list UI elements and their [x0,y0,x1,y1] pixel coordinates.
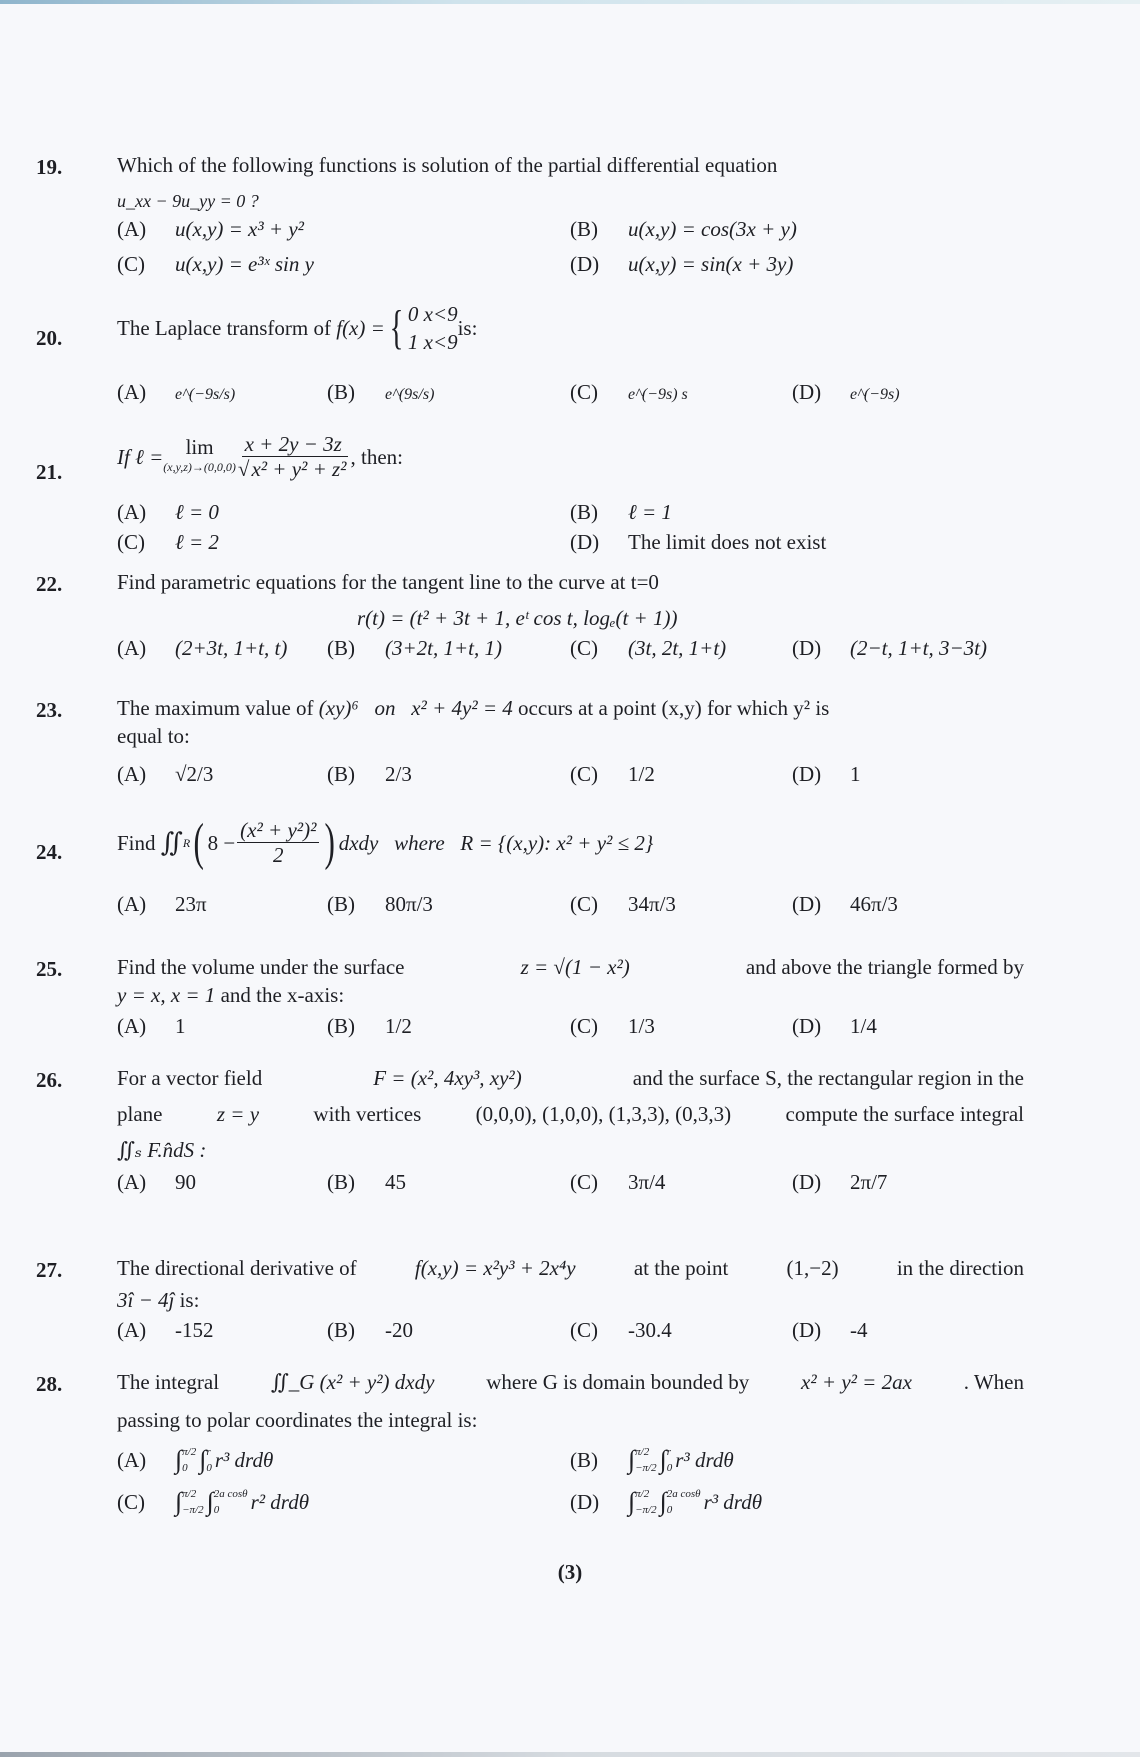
option-c[interactable]: (C) e^(−9s) s [570,380,688,404]
option-a[interactable]: (A) 23π [117,892,207,916]
option-a[interactable]: (A) u(x,y) = x³ + y² [117,217,304,241]
piecewise-cases: 0 x<9 1 x<9 [407,302,458,354]
fraction: $\frac{x + 2y - 3z}{\text{√x² + y² + z²}}$ [237,432,347,481]
option-d[interactable]: (D) -4 [792,1318,868,1342]
option-c[interactable]: (C) ∫ π/2 −π/2 ∫ 2a cosθ 0 r² drdθ [117,1487,310,1516]
option-d[interactable]: (D) e^(−9s) [792,380,900,404]
option-a[interactable]: (A) (2+3t, 1+t, t) [117,636,288,660]
question-text: Find ∬ R ( 8 − $\frac{\text{(x² + y²)²}}{2}$ ) dxdy where R = {(x,y): x² + y² ≤ 2} [117,813,654,871]
option-b[interactable]: (B) 80π/3 [327,892,433,916]
option-c[interactable]: (C) 3π/4 [570,1170,666,1194]
option-a[interactable]: (A) e^(−9s/s) [117,380,236,404]
scan-bottom-edge [0,1752,1140,1757]
question-number: 20. [36,326,63,350]
question-number: 22. [36,572,63,596]
question-number: 25. [36,957,63,981]
question-text: The Laplace transform of f(x) = { 0 x<9 1 x<9 is: [117,301,478,354]
option-c[interactable]: (C) 34π/3 [570,892,676,916]
option-a[interactable]: (A) 1 [117,1014,186,1038]
limit: lim (x,y,z)→(0,0,0) [163,434,236,474]
option-b[interactable]: (B) 1/2 [327,1014,412,1038]
option-c[interactable]: (C) u(x,y) = e³ˣ sin y [117,252,314,276]
pde-equation: u_xx − 9u_yy = 0 ? [117,191,259,211]
question-number: 21. [36,460,63,484]
option-a[interactable]: (A) 90 [117,1170,196,1194]
integral-icon: ∫ [175,1487,183,1516]
question-text: If ℓ = lim (x,y,z)→(0,0,0) $\frac{x + 2y - 3z}{\text{√x² + y² + z²}}$ , then: [117,432,403,481]
left-paren: ( [193,813,205,871]
option-c[interactable]: (C) 1/3 [570,1014,655,1038]
option-c[interactable]: (C) ℓ = 2 [117,530,219,554]
right-paren: ) [324,813,336,871]
question-number: 24. [36,840,63,864]
integral-icon: ∫ [659,1487,667,1516]
option-b[interactable]: (B) ℓ = 1 [570,500,672,524]
page-number: (3) [557,1560,583,1584]
option-a[interactable]: (A) -152 [117,1318,214,1342]
integral-icon: ∫ [628,1487,636,1516]
question-text: The maximum value of (xy)⁶ on x² + 4y² = 4 occurs at a point (x,y) for which y² is equal to: [117,696,830,748]
option-b[interactable]: (B) ∫ π/2 −π/2 ∫ r 0 r³ drdθ [570,1445,734,1474]
integral-icon: ∫ [628,1445,636,1474]
fraction: $\frac{\text{(x² + y²)²}}{2}$ [237,818,319,867]
option-c[interactable]: (C) -30.4 [570,1318,672,1342]
question-text: Find the volume under the surface z = √(1 − x²) and above the triangle formed by y = x, x = 1 and the x-axis: [117,955,1024,1007]
option-b[interactable]: (B) (3+2t, 1+t, 1) [327,636,502,660]
option-a[interactable]: (A) ∫ π/2 0 ∫ r 0 r³ drdθ [117,1445,274,1474]
question-number: 19. [36,155,63,179]
option-d[interactable]: (D) ∫ π/2 −π/2 ∫ 2a cosθ 0 r³ drdθ [570,1487,763,1516]
question-text: The directional derivative of f(x,y) = x²y³ + 2x⁴y at the point (1,−2) in the direction 3î − 4ĵ is: [117,1256,1024,1312]
option-d[interactable]: (D) (2−t, 1+t, 3−3t) [792,636,988,660]
option-b[interactable]: (B) 45 [327,1170,406,1194]
option-a[interactable]: (A) √2/3 [117,762,214,786]
question-number: 27. [36,1258,63,1282]
option-b[interactable]: (B) e^(9s/s) [327,380,435,404]
integral-icon: ∫ [175,1445,183,1474]
brace-symbol: { [389,301,404,354]
integral-icon: ∫ [206,1487,214,1516]
question-number: 26. [36,1068,63,1092]
option-d[interactable]: (D) 46π/3 [792,892,898,916]
option-c[interactable]: (C) (3t, 2t, 1+t) [570,636,727,660]
integral-icon: ∫ [659,1445,667,1474]
question-text: Find parametric equations for the tangent line to the curve at t=0 r(t) = (t² + 3t + 1, eᵗ cos t, logₑ(t + 1)) [117,564,1024,636]
option-d[interactable]: (D) 1/4 [792,1014,877,1038]
option-d[interactable]: (D) u(x,y) = sin(x + 3y) [570,252,794,276]
option-b[interactable]: (B) 2/3 [327,762,412,786]
question-number: 28. [36,1372,63,1396]
question-text: The integral ∬_G (x² + y²) dxdy where G is domain bounded by x² + y² = 2ax . When passing to polar coordinates the integral is: [117,1370,1024,1432]
option-a[interactable]: (A) ℓ = 0 [117,500,219,524]
option-b[interactable]: (B) u(x,y) = cos(3x + y) [570,217,797,241]
option-d[interactable]: (D) The limit does not exist [570,530,827,554]
option-c[interactable]: (C) 1/2 [570,762,655,786]
option-d[interactable]: (D) 1 [792,762,861,786]
question-number: 23. [36,698,63,722]
curve-equation: r(t) = (t² + 3t + 1, eᵗ cos t, logₑ(t + 1)) [357,606,678,630]
question-text: Which of the following functions is solution of the partial differential equation u_xx − 9u_yy = 0 ? [117,147,1024,219]
option-d[interactable]: (D) 2π/7 [792,1170,888,1194]
option-b[interactable]: (B) -20 [327,1318,413,1342]
question-text: For a vector field F = (x², 4xy³, xy²) and the surface S, the rectangular region in the plane z = y with vertices (0,0,0), (1,0,0), (1,3,3), (0,3,3) compute the surface integral ∬ₛ F.n̂dS : [117,1066,1024,1162]
integral-icon: ∫ [199,1445,207,1474]
